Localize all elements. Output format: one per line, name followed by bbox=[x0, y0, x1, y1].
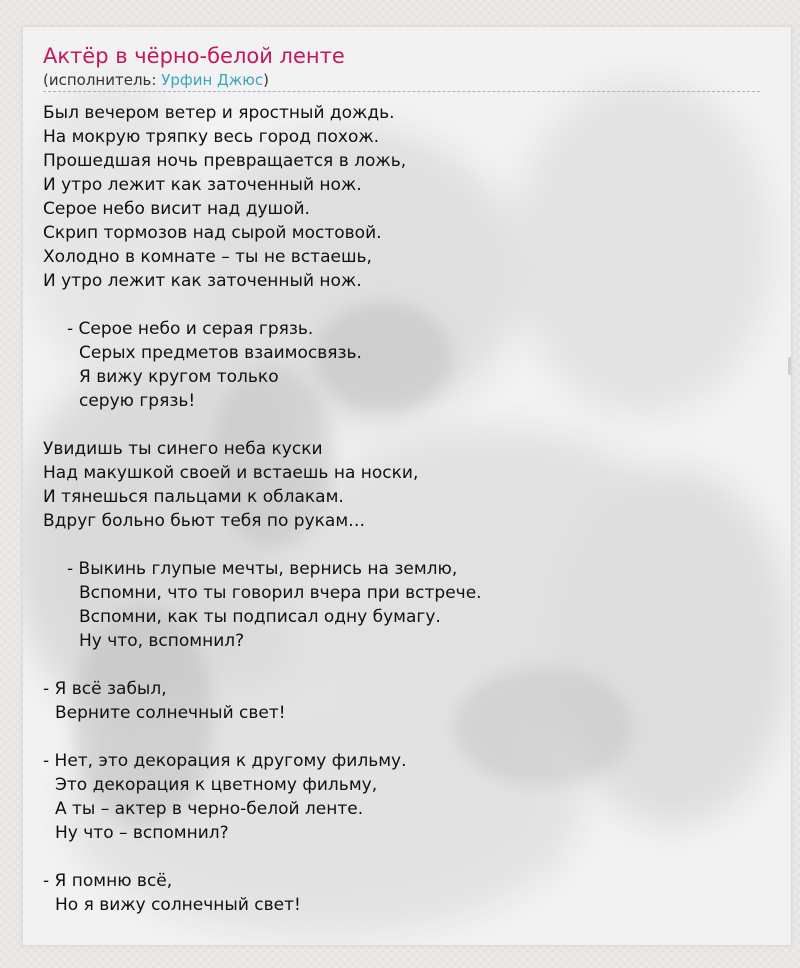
song-content bbox=[43, 41, 773, 917]
lyrics-panel bbox=[22, 26, 792, 946]
stanza-break bbox=[43, 413, 773, 437]
lyrics-text bbox=[43, 101, 773, 917]
lyric-line: Это декорация к цветному фильму, bbox=[55, 775, 378, 795]
song-title: Актёр в чёрно-белой ленте bbox=[43, 44, 345, 68]
lyric-line: Прошедшая ночь превращается в ложь, bbox=[43, 151, 407, 171]
lyric-line: - Я всё забыл, bbox=[43, 679, 167, 699]
lyric-line: Ну что, вспомнил? bbox=[79, 631, 245, 651]
stanza-break bbox=[43, 845, 773, 869]
lyric-line: Ну что – вспомнил? bbox=[55, 823, 229, 843]
lyric-line: - Нет, это декорация к другому фильму. bbox=[43, 751, 407, 771]
performer-prefix: (исполнитель: bbox=[43, 71, 162, 89]
lyric-line: А ты – актер в черно-белой ленте. bbox=[55, 799, 364, 819]
stanza-break bbox=[43, 533, 773, 557]
lyric-line: Вспомни, как ты подписал одну бумагу. bbox=[79, 607, 441, 627]
lyric-line: Увидишь ты синего неба куски bbox=[43, 439, 323, 459]
lyric-line: - Серое небо и серая грязь. bbox=[67, 319, 314, 339]
stanza-break bbox=[43, 293, 773, 317]
lyric-line: Верните солнечный свет! bbox=[55, 703, 286, 723]
stanza-break bbox=[43, 653, 773, 677]
lyric-line: Серых предметов взаимосвязь. bbox=[79, 343, 362, 363]
lyric-line: И тянешься пальцами к облакам. bbox=[43, 487, 344, 507]
performer-line bbox=[43, 71, 760, 92]
lyric-line: серую грязь! bbox=[79, 391, 196, 411]
performer-suffix: ) bbox=[263, 71, 269, 89]
stanza-break bbox=[43, 725, 773, 749]
lyric-line: Серое небо висит над душой. bbox=[43, 199, 310, 219]
lyric-line: Я вижу кругом только bbox=[79, 367, 279, 387]
lyric-line: И утро лежит как заточенный нож. bbox=[43, 175, 362, 195]
lyric-line: Но я вижу солнечный свет! bbox=[55, 895, 301, 915]
lyric-line: Был вечером ветер и яростный дождь. bbox=[43, 103, 395, 123]
scroll-indicator bbox=[788, 357, 791, 375]
lyric-line: На мокрую тряпку весь город похож. bbox=[43, 127, 380, 147]
lyric-line: Вдруг больно бьют тебя по рукам… bbox=[43, 511, 366, 531]
lyric-line: - Я помню всё, bbox=[43, 871, 173, 891]
lyric-line: Над макушкой своей и встаешь на носки, bbox=[43, 463, 419, 483]
lyric-line: И утро лежит как заточенный нож. bbox=[43, 271, 362, 291]
performer-link[interactable]: Урфин Джюс bbox=[161, 71, 264, 89]
lyric-line: Вспомни, что ты говорил вчера при встрече. bbox=[79, 583, 482, 603]
lyric-line: Холодно в комнате – ты не встаешь, bbox=[43, 247, 372, 267]
lyric-line: - Выкинь глупые мечты, вернись на землю, bbox=[67, 559, 458, 579]
lyric-line: Скрип тормозов над сырой мостовой. bbox=[43, 223, 382, 243]
